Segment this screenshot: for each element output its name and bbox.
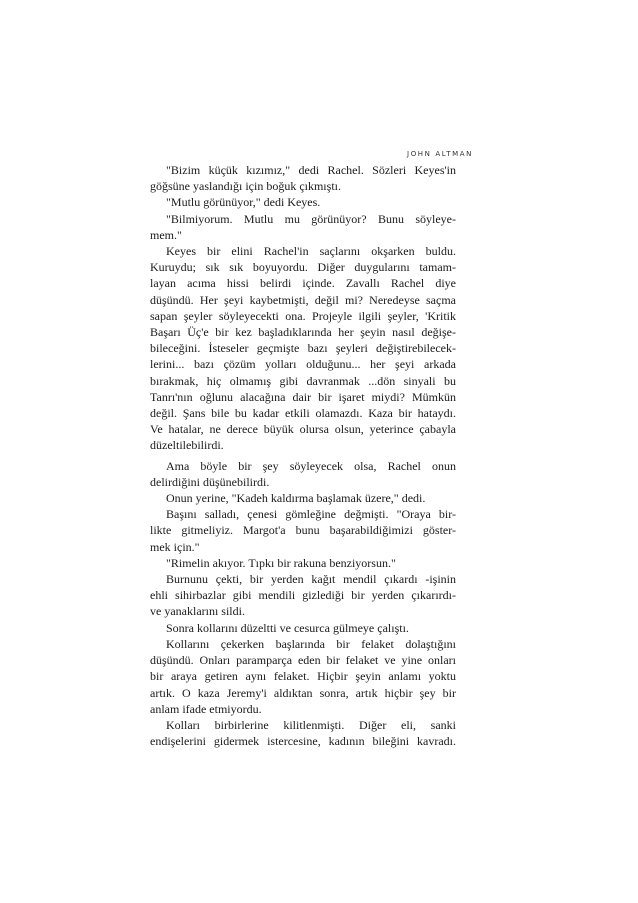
text-line: endişelerini gidermek istercesine, kadının bileğini kavradı. xyxy=(150,734,456,749)
paragraph xyxy=(150,555,456,571)
paragraph xyxy=(150,571,456,620)
text-line: Onun yerine, "Kadeh kaldırma başlamak üzere," dedi. xyxy=(166,491,426,506)
paragraph xyxy=(150,636,456,717)
text-line: "Rimelin akıyor. Tıpkı bir rakuna benziyorsun." xyxy=(166,555,396,570)
text-line: "Bilmiyorum. Mutlu mu görünüyor? Bunu söyleye- xyxy=(166,211,456,226)
paragraph xyxy=(150,490,456,506)
text-line: Kuruydu; sık sık boyuyordu. Diğer duygularını tamam- xyxy=(150,260,456,275)
text-line: "Mutlu görünüyor," dedi Keyes. xyxy=(166,195,321,210)
paragraph xyxy=(150,506,456,555)
text-line: bırakmak, hiç olmamış gibi davranmak ...dön sinyali bu xyxy=(150,373,456,388)
text-line: mek için." xyxy=(150,539,200,554)
text-line: mem." xyxy=(150,227,182,242)
paragraph xyxy=(150,458,456,490)
paragraph xyxy=(150,162,456,194)
text-line: ve yanaklarını sildi. xyxy=(150,604,245,619)
paragraph xyxy=(150,211,456,243)
text-line: artık. O kaza Jeremy'i aldıktan sonra, artık hiçbir şey bir xyxy=(150,685,456,700)
text-line: Kollarını çekerken başlarında bir felaket dolaştığını xyxy=(166,636,456,651)
text-line: Başarı Üç'e bir kez başladıklarında her şeyin nasıl değişe- xyxy=(150,325,456,340)
body-text xyxy=(150,162,456,749)
text-line: değil. Şans bile bu kadar etkili olamazdı. Kaza bir hataydı. xyxy=(150,406,456,421)
text-line: Ve hatalar, ne derece büyük olursa olsun, yeterince çabayla xyxy=(150,422,456,437)
text-line: layan acıma hissi belirdi içinde. Zavallı Rachel diye xyxy=(150,276,456,291)
paragraph xyxy=(150,194,456,210)
text-line: anlam ifade etmiyordu. xyxy=(150,701,262,716)
text-line: Sonra kollarını düzeltti ve cesurca gülmeye çalıştı. xyxy=(166,620,409,635)
text-line: sapan şeyler söyleyecekti ona. Projeyle ilgili şeyler, 'Kritik xyxy=(150,308,456,323)
text-line: bileceğini. İsteseler geçmişte bazı şeyleri değiştirebilecek- xyxy=(150,341,456,356)
text-line: düşündü. Onları paramparça eden bir felaket ve yine onları xyxy=(150,653,456,668)
text-line: göğsüne yaslandığı için boğuk çıkmıştı. xyxy=(150,179,341,194)
text-line: Başını salladı, çenesi gömleğine değmişti. "Oraya bir- xyxy=(166,507,456,522)
text-line: lerini... bazı çözüm yolları olduğunu... her şeyi arkada xyxy=(150,357,456,372)
text-line: Burnunu çekti, bir yerden kağıt mendil çıkardı -işinin xyxy=(166,572,456,587)
text-line: bir araya getiren aynı felaket. Hiçbir şeyin anlamı yoktu xyxy=(150,669,456,684)
paragraph xyxy=(150,717,456,749)
text-line: Kolları birbirlerine kilitlenmişti. Diğer eli, sanki xyxy=(166,717,456,732)
text-line: Tanrı'nın oğlunu alacağına dair bir işaret miydi? Mümkün xyxy=(150,389,456,404)
text-line: "Bizim küçük kızımız," dedi Rachel. Sözleri Keyes'in xyxy=(166,163,456,177)
text-line: düzeltilebilirdi. xyxy=(150,438,224,453)
text-line: ehli sihirbazlar gibi mendili gizlediği bir yerden çıkarırdı- xyxy=(150,588,456,603)
text-line: Keyes bir elini Rachel'in saçlarını okşarken buldu. xyxy=(166,244,456,259)
running-header: JOHN ALTMAN xyxy=(407,150,473,158)
text-line: düşündü. Her şeyi kaybetmişti, değil mi? Neredeyse saçma xyxy=(150,292,456,307)
text-line: Ama böyle bir şey söyleyecek olsa, Rachel onun xyxy=(166,458,456,473)
paragraph xyxy=(150,243,456,454)
text-line: likte gitmeliyiz. Margot'a bunu başarabildiğimizi göster- xyxy=(150,523,456,538)
text-line: delirdiğini düşünebilirdi. xyxy=(150,474,270,489)
paragraph xyxy=(150,620,456,636)
